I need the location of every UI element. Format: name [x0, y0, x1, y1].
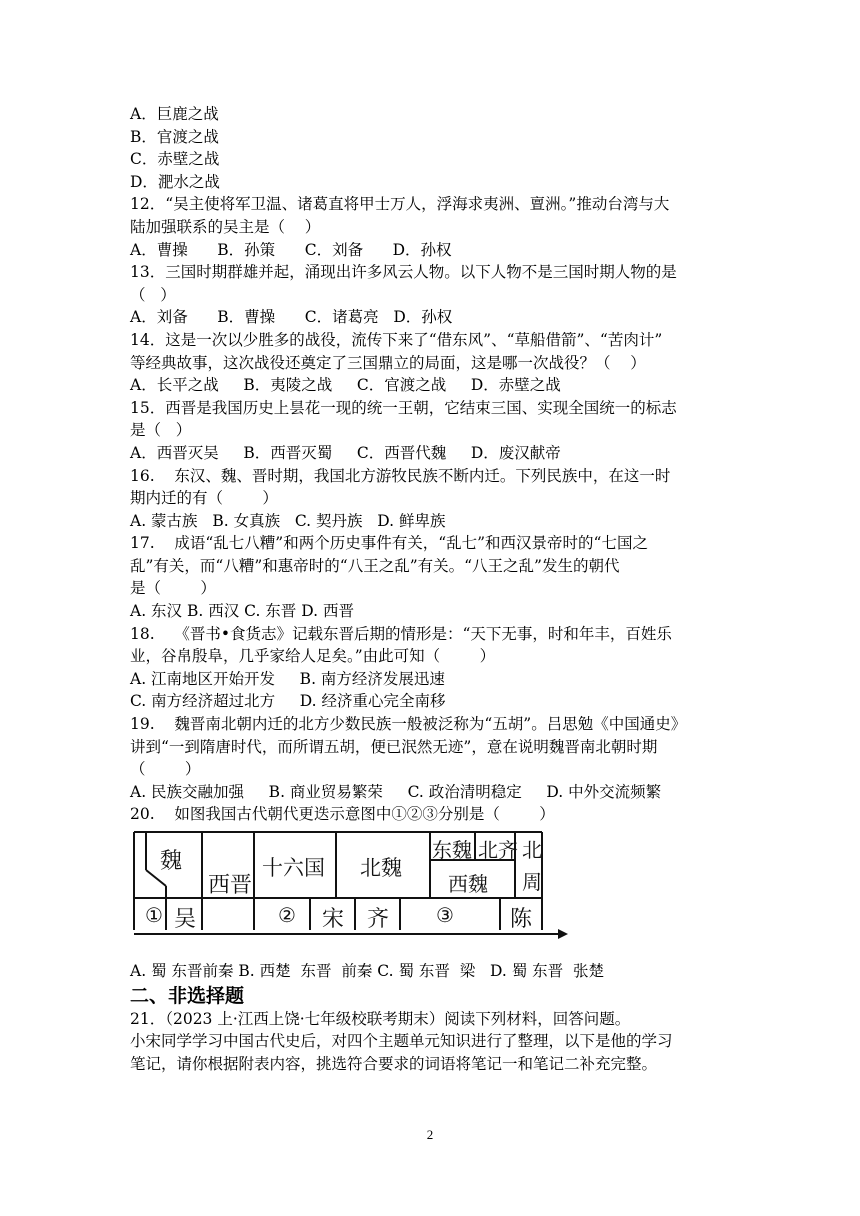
label-beiwei: 北魏 — [360, 856, 402, 880]
question-12-line: 陆加强联系的吴主是（ ） — [130, 217, 321, 236]
section-heading: 二、非选择题 — [130, 984, 245, 1007]
label-song: 宋 — [322, 907, 345, 932]
label-circle-3: ③ — [436, 903, 454, 927]
question-21-line: 21．（2023 上·江西上饶·七年级校联考期末）阅读下列材料，回答问题。 — [130, 1009, 631, 1028]
question-12-line: 12．“吴主使将军卫温、诸葛直将甲士万人，浮海求夷洲、亶洲。”推动台湾与大 — [130, 195, 670, 214]
label-circle-2: ② — [278, 903, 296, 927]
label-chen: 陈 — [510, 907, 533, 932]
label-xijin: 西晋 — [208, 873, 253, 898]
question-17-line: 17. 成语“乱七八糟”和两个历史事件有关，“乱七”和西汉景帝时的“七国之 — [130, 534, 648, 553]
question-18-options: A. 江南地区开始开发 B. 南方经济发展迅速 — [130, 669, 445, 688]
question-16-line: 期内迁的有（ ） — [130, 489, 278, 508]
label-wu: 吴 — [174, 907, 197, 932]
question-17-options: A. 东汉 B. 西汉 C. 东晋 D. 西晋 — [130, 602, 354, 621]
question-13-line: 13．三国时期群雄并起，涌现出许多风云人物。以下人物不是三国时期人物的是 — [130, 263, 677, 282]
question-20-options: A. 蜀 东晋前秦 B. 西楚 东晋 前秦 C. 蜀 东晋 梁 D. 蜀 东晋 张楚 — [130, 962, 605, 980]
option-line: A．巨鹿之战 — [130, 105, 219, 123]
question-16-options: A. 蒙古族 B. 女真族 C. 契丹族 D. 鲜卑族 — [130, 511, 446, 530]
question-18-line: 18. 《晋书•食货志》记载东晋后期的情形是：“天下无事，时和年丰，百姓乐 — [130, 624, 672, 643]
question-19-line: 19. 魏晋南北朝内迁的北方少数民族一般被泛称为“五胡”。吕思勉《中国通史》 — [130, 715, 687, 734]
label-shiliuguo: 十六国 — [262, 856, 325, 880]
question-19-line: 讲到“一到隋唐时代，而所谓五胡，便已泯然无迹”，意在说明魏晋南北朝时期 — [130, 737, 658, 756]
question-15-options: A．西晋灭吴 B．西晋灭蜀 C．西晋代魏 D．废汉献帝 — [130, 443, 561, 462]
option-line: B．官渡之战 — [130, 127, 219, 146]
page-content — [130, 103, 740, 1075]
label-xiwei: 西魏 — [448, 872, 488, 896]
question-19-options: A. 民族交融加强 B. 商业贸易繁荣 C. 政治清明稳定 D. 中外交流频繁 — [130, 782, 662, 801]
question-21-line: 笔记，请你根据附表内容，挑选符合要求的词语将笔记一和笔记二补充完整。 — [130, 1054, 658, 1073]
question-17-line: 是（ ） — [130, 579, 216, 598]
question-18-line: 业，谷帛殷阜，几乎家给人足矣。”由此可知（ ） — [130, 647, 496, 666]
option-line: D．淝水之战 — [130, 172, 220, 191]
question-13-options: A．刘备 B．曹操 C．诸葛亮 D．孙权 — [130, 308, 453, 327]
page-number: 2 — [426, 1127, 434, 1142]
question-15-line: 15．西晋是我国历史上昙花一现的统一王朝，它结束三国、实现全国统一的标志 — [130, 398, 677, 417]
label-beizhou-2: 周 — [522, 870, 542, 894]
question-19-line: （ ） — [130, 760, 201, 779]
question-17-line: 乱”有关，而“八糟”和惠帝时的“八王之乱”有关。“八王之乱”发生的朝代 — [130, 556, 620, 575]
question-16-line: 16. 东汉、魏、晋时期，我国北方游牧民族不断内迁。下列民族中，在这一时 — [130, 466, 671, 485]
question-13-line: （ ） — [130, 285, 176, 304]
option-line: C．赤壁之战 — [130, 150, 220, 169]
label-circle-1: ① — [145, 903, 163, 927]
question-21-line: 小宋同学学习中国古代史后，对四个主题单元知识进行了整理，以下是他的学习 — [130, 1032, 673, 1051]
question-14-line: 等经典故事，这次战役还奠定了三国鼎立的局面，这是哪一次战役？（ ） — [130, 353, 646, 372]
question-20-line: 20. 如图我国古代朝代更迭示意图中①②③分别是（ ） — [130, 805, 555, 824]
label-beiqi: 北齐 — [478, 838, 518, 862]
question-14-options: A．长平之战 B．夷陵之战 C．官渡之战 D．赤壁之战 — [130, 376, 561, 395]
question-12-options: A．曹操 B．孙策 C．刘备 D．孙权 — [130, 240, 452, 259]
label-dongwei: 东魏 — [432, 838, 472, 862]
label-qi: 齐 — [367, 907, 390, 932]
label-wei: 魏 — [160, 849, 183, 874]
question-18-options: C. 南方经济超过北方 D. 经济重心完全南移 — [130, 692, 446, 711]
question-14-line: 14．这是一次以少胜多的战役，流传下来了“借东风”、“草船借箭”、“苦肉计” — [130, 330, 663, 349]
label-beizhou-1: 北 — [522, 838, 542, 862]
dynasty-timeline-diagram — [130, 830, 570, 942]
question-15-line: 是（ ） — [130, 421, 192, 440]
